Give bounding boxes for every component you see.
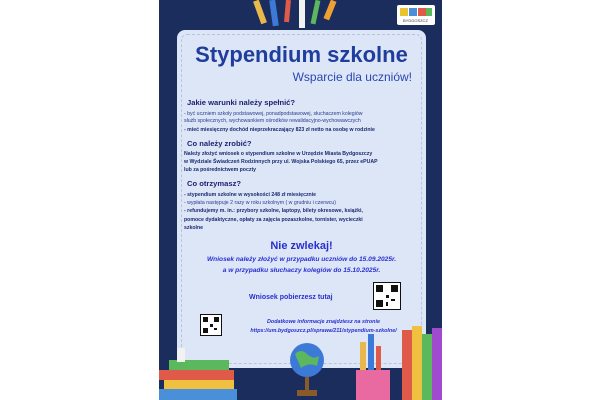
receive-line: pomoce dydaktyczne, opłaty za zajęcia pozaszkolne, tornister, wycieczki [184, 217, 363, 223]
what-line: Należy złożyć wniosek o stypendium szkolne w Urzędzie Miasta Bydgoszczy [184, 151, 373, 157]
books-illustration [159, 330, 239, 400]
receive-line: - stypendium szkolne w wysokości 248 zł miesięcznie [184, 192, 317, 198]
receive-line: szkolne [184, 225, 204, 231]
conditions-line: - mieć miesięczny dochód nieprzekraczający 823 zł netto na osobę w rodzinie [184, 127, 375, 133]
subtitle: Wsparcie dla uczniów! [292, 70, 412, 84]
poster [159, 0, 442, 400]
city-logo [397, 5, 435, 25]
what-line: lub za pośrednictwem poczty [184, 167, 257, 173]
receive-line: - refundujemy m. in.: przybory szkolne, laptopy, bilety okresowe, książki, [184, 208, 363, 214]
globe-illustration [287, 340, 327, 400]
cta-heading: Nie zwlekaj! [270, 240, 333, 252]
conditions-line: - być uczniem szkoły podstawowej, ponadpodstawowej, słuchaczem kolegiów [184, 111, 363, 117]
receive-line: - wypłata następuje 2 razy w roku szkolnym ( w grudniu i czerwcu) [184, 200, 336, 206]
info-link[interactable]: https://um.bydgoszcz.pl/sprawa/211/stypendium-szkolne/ [250, 328, 397, 334]
qr-code-download[interactable] [373, 282, 401, 310]
conditions-heading: Jakie warunki należy spełnić? [187, 98, 296, 107]
info-card [177, 30, 426, 368]
pencils-illustration [249, 0, 359, 32]
conditions-line: służb społecznych, wychowankiem ośrodków rewalidacyjno-wychowawczych [184, 118, 361, 124]
download-text: Wniosek pobierzesz tutaj [249, 294, 333, 301]
logo-text: BYDGOSZCZ [403, 18, 428, 23]
pencil-cup-illustration [354, 320, 442, 400]
info-text: Dodatkowe informacje znajdziesz na stronie [267, 319, 380, 325]
deadline-text: a w przypadku słuchaczy kolegiów do 15.10.2025r. [222, 267, 381, 274]
deadline-text: Wniosek należy złożyć w przypadku uczniów do 15.09.2025r. [206, 256, 397, 263]
receive-heading: Co otrzymasz? [187, 179, 242, 188]
what-heading: Co należy zrobić? [187, 139, 252, 148]
page-title: Stypendium szkolne [195, 42, 408, 67]
what-line: w Wydziale Świadczeń Rodzinnych przy ul. Wojska Polskiego 65, przez ePUAP [184, 159, 378, 165]
